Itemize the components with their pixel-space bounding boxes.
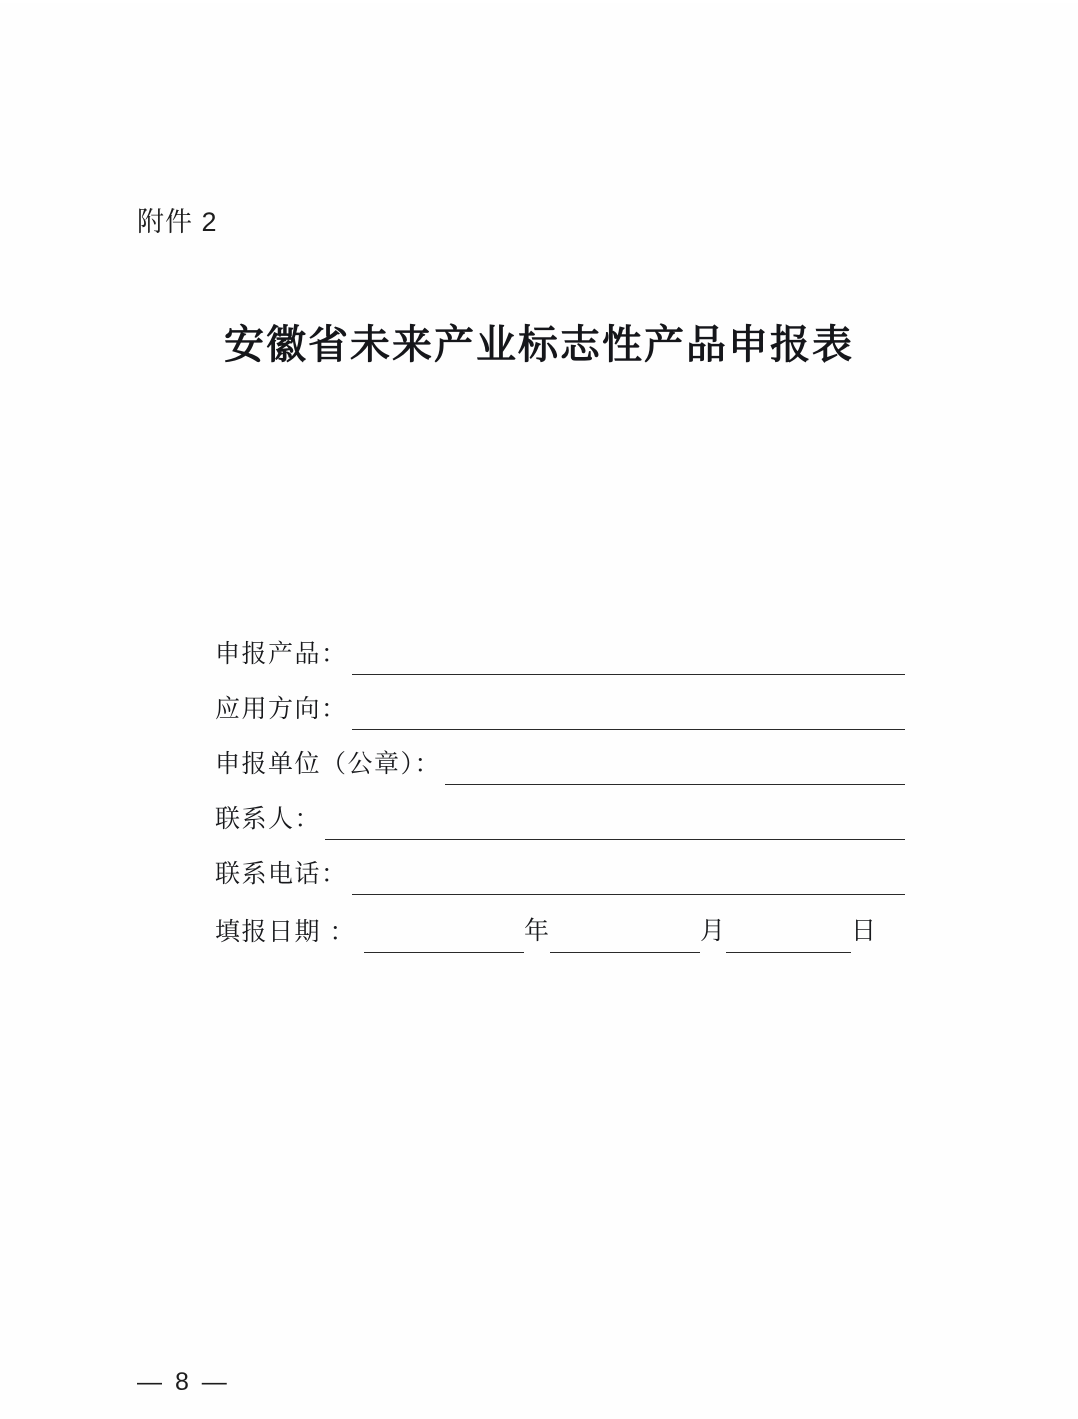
scan-edge xyxy=(0,0,1078,3)
field-input-application-direction[interactable] xyxy=(352,699,905,730)
field-label-product: 申报产品： xyxy=(215,640,348,668)
attachment-label: 附件 2 xyxy=(137,207,218,237)
form-row xyxy=(215,620,905,675)
field-label-fill-date: 填报日期 ： xyxy=(215,918,356,946)
declaration-form xyxy=(215,620,905,953)
field-input-product[interactable] xyxy=(352,644,905,675)
field-input-contact-person[interactable] xyxy=(325,809,905,840)
date-unit-year: 年 xyxy=(523,917,550,945)
form-row-date xyxy=(215,895,905,953)
field-label-contact-phone: 联系电话： xyxy=(215,860,348,888)
date-unit-day: 日 xyxy=(850,917,877,945)
page-number: — 8 — xyxy=(137,1368,230,1396)
field-input-month[interactable] xyxy=(550,922,700,953)
form-row xyxy=(215,785,905,840)
field-label-application-direction: 应用方向： xyxy=(215,695,348,723)
field-label-applicant-unit: 申报单位（公章）： xyxy=(215,750,442,778)
field-label-contact-person: 联系人： xyxy=(215,805,322,833)
form-row xyxy=(215,675,905,730)
field-input-contact-phone[interactable] xyxy=(352,864,905,895)
date-unit-month: 月 xyxy=(699,917,726,945)
form-row xyxy=(215,840,905,895)
field-input-applicant-unit[interactable] xyxy=(445,754,905,785)
field-input-day[interactable] xyxy=(726,922,851,953)
field-input-year[interactable] xyxy=(364,922,524,953)
form-row xyxy=(215,730,905,785)
page-title: 安徽省未来产业标志性产品申报表 xyxy=(224,323,854,367)
